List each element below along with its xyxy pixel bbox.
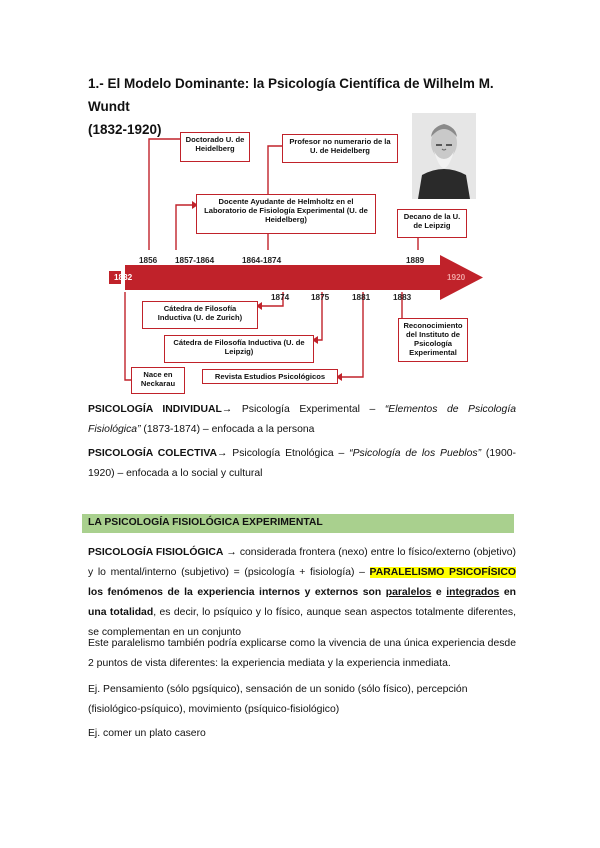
year-1864-1874: 1864-1874: [242, 256, 282, 265]
fisiologica-bold-3: en una totalidad: [88, 587, 516, 618]
psicologia-colectiva: [88, 444, 516, 484]
colectiva-text: Psicología Etnológica –: [227, 448, 350, 459]
title-line-2: (1832-1920): [88, 122, 162, 137]
year-1875: 1875: [311, 293, 330, 302]
title-line-1: 1.- El Modelo Dominante: la Psicología Científica de Wilhelm M. Wundt: [88, 76, 494, 114]
timeline-arrow-shaft: [125, 265, 443, 290]
fisiologica-underline-2: integrados: [446, 587, 500, 598]
year-1883: 1883: [393, 293, 412, 302]
fisiologica-bold-1: los fenómenos de la experiencia internos y externos son: [88, 587, 386, 598]
box-decano: Decano de la U. de Leipzig: [397, 209, 467, 238]
year-1881: 1881: [352, 293, 371, 302]
year-1856: 1856: [139, 256, 158, 265]
year-1874: 1874: [271, 293, 290, 302]
box-instituto: Reconocimiento del Instituto de Psicología Experimental: [398, 318, 468, 362]
box-nace: Nace en Neckarau: [131, 367, 185, 394]
year-1857-1864: 1857-1864: [175, 256, 215, 265]
ejemplo-2: Ej. comer un plato casero: [88, 728, 206, 739]
wundt-portrait: [412, 113, 476, 199]
fisiologica-underline-1: paralelos: [385, 587, 432, 598]
portrait-image: [412, 113, 476, 199]
box-doctorado: Doctorado U. de Heidelberg: [180, 132, 250, 162]
box-catedra-leipzig: Cátedra de Filosofía Inductiva (U. de Leipzig): [164, 335, 314, 363]
paralelismo-highlight: PARALELISMO PSICOFÍSICO: [369, 567, 516, 578]
year-1889: 1889: [406, 256, 425, 265]
arrow-icon: →: [217, 448, 228, 459]
year-start: 1832: [114, 273, 133, 282]
fisiologica-text-2: , es decir, lo psíquico y lo físico, aunque sean aspectos totalmente diferentes, se complementan en un conjunto: [88, 607, 516, 638]
box-docente: Docente Ayudante de Helmholtz en el Laboratorio de Fisiología Experimental (U. de Heidelberg): [196, 194, 376, 234]
psicologia-individual: [88, 400, 516, 440]
colectiva-label: PSICOLOGÍA COLECTIVA: [88, 448, 217, 459]
individual-work: “Elementos de Psicología Fisiológica”: [88, 404, 517, 435]
individual-text-2: (1873-1874) – enfocada a la persona: [140, 424, 315, 435]
arrow-icon: →: [226, 547, 237, 558]
arrow-icon: →: [221, 404, 233, 415]
paralelismo-paragraph: Este paralelismo también podría explicarse como la vivencia de una única experiencia desde 2 puntos de vista diferentes: la experiencia mediata y la experiencia inmediata.: [88, 638, 516, 669]
ejemplo-1: Ej. Pensamiento (sólo pgsíquico), sensación de un sonido (sólo físico), percepción (fisiológico-psíquico), movimiento (psíquico-fisiológico): [88, 684, 468, 715]
fisiologica-bold-2: e: [431, 587, 447, 598]
colectiva-work: “Psicología de los Pueblos”: [349, 448, 482, 459]
connector-docente: [176, 205, 196, 250]
individual-label: PSICOLOGÍA INDIVIDUAL: [88, 404, 222, 415]
section-heading-text: LA PSICOLOGÍA FISIOLÓGICA EXPERIMENTAL: [88, 517, 323, 528]
section-heading: [82, 514, 514, 533]
year-end: 1920: [447, 273, 466, 282]
colectiva-text-2: (1900-1920) – enfocada a lo social y cultural: [88, 448, 516, 479]
box-catedra-zurich: Cátedra de Filosofía Inductiva (U. de Zurich): [142, 301, 258, 329]
connector-revista: [338, 292, 363, 377]
fisiologica-label: PSICOLOGÍA FISIOLÓGICA: [88, 547, 224, 558]
box-revista: Revista Estudios Psicológicos: [202, 369, 338, 384]
individual-text: Psicología Experimental –: [232, 404, 385, 415]
box-profesor: Profesor no numerario de la U. de Heidelberg: [282, 134, 398, 163]
fisiologica-text: considerada frontera (nexo) entre lo físico/externo (objetivo) y lo mental/interno (subjetivo) = (psicología + fisiología) –: [88, 547, 517, 578]
psicologia-fisiologica: [88, 543, 516, 643]
